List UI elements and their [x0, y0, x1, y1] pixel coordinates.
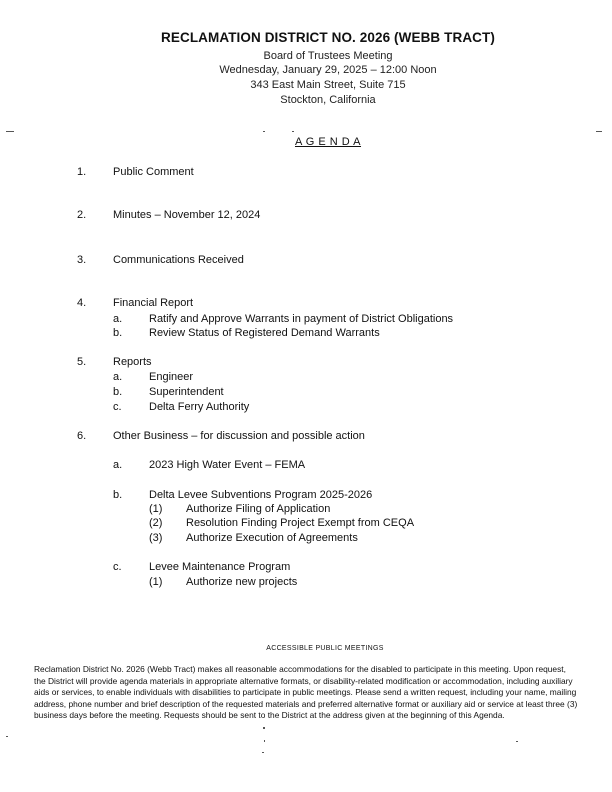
subitem-letter: b. — [113, 386, 123, 398]
subitem-review-warrants: Review Status of Registered Demand Warrants — [149, 327, 380, 339]
point-number: (1) — [149, 576, 163, 588]
subitem-letter: c. — [113, 561, 122, 573]
scan-speck — [596, 131, 602, 132]
subitem-superintendent: Superintendent — [149, 386, 224, 398]
point-number: (1) — [149, 503, 163, 515]
agenda-heading: A G E N D A — [294, 136, 362, 148]
scan-speck — [263, 131, 265, 132]
scan-speck — [6, 131, 14, 132]
subitem-engineer: Engineer — [149, 371, 194, 383]
subitem-delta-ferry: Delta Ferry Authority — [149, 401, 250, 413]
item-financial-report: Financial Report — [113, 297, 194, 309]
notice-line: business days before the meeting. Requests should be sent to the District at the address given at the beginning of this Agenda. — [34, 710, 505, 720]
item-communications: Communications Received — [113, 254, 244, 266]
item-reports: Reports — [113, 356, 152, 368]
subitem-high-water-event: 2023 High Water Event – FEMA — [149, 459, 306, 471]
scan-speck — [263, 727, 265, 729]
item-number: 4. — [77, 297, 87, 309]
meeting-date: Wednesday, January 29, 2025 – 12:00 Noon — [219, 64, 437, 76]
notice-line: Reclamation District No. 2026 (Webb Tract) makes all reasonable accommodations for the disabled to participate in this meeting. Upon request, — [34, 664, 566, 674]
scan-speck — [6, 736, 8, 737]
point-execution-agreements: Authorize Execution of Agreements — [186, 532, 358, 544]
meeting-name: Board of Trustees Meeting — [263, 50, 393, 62]
accessibility-notice — [34, 664, 600, 722]
meeting-address: 343 East Main Street, Suite 715 — [250, 79, 406, 91]
notice-line: address, phone number and brief description of the requested materials and preferred alternative format or auxiliary aid or service at least three (3) — [34, 698, 578, 709]
item-number: 1. — [77, 166, 87, 178]
point-filing-application: Authorize Filing of Application — [186, 503, 331, 515]
subitem-ratify-warrants: Ratify and Approve Warrants in payment of District Obligations — [149, 313, 454, 325]
point-number: (2) — [149, 517, 163, 529]
item-number: 2. — [77, 209, 87, 221]
item-other-business: Other Business – for discussion and possible action — [113, 430, 365, 442]
subitem-letter: a. — [113, 459, 123, 471]
scan-speck — [264, 740, 265, 742]
point-new-projects: Authorize new projects — [186, 576, 298, 588]
accessible-meetings-heading: ACCESSIBLE PUBLIC MEETINGS — [266, 645, 384, 652]
subitem-letter: a. — [113, 371, 123, 383]
scan-speck — [292, 131, 294, 132]
item-public-comment: Public Comment — [113, 166, 194, 178]
subitem-levee-maintenance: Levee Maintenance Program — [149, 561, 291, 573]
meeting-city: Stockton, California — [280, 94, 376, 106]
item-number: 3. — [77, 254, 87, 266]
notice-line: the District will provide agenda materials in appropriate alternative formats, or disability-related modification or accommodation, including auxiliary — [34, 675, 573, 686]
point-ceqa-resolution: Resolution Finding Project Exempt from CEQA — [186, 517, 415, 529]
scan-speck — [516, 741, 518, 742]
subitem-letter: b. — [113, 489, 123, 501]
item-number: 5. — [77, 356, 87, 368]
item-minutes: Minutes – November 12, 2024 — [113, 209, 261, 221]
item-number: 6. — [77, 430, 87, 442]
point-number: (3) — [149, 532, 163, 544]
subitem-letter: b. — [113, 327, 123, 339]
notice-line: aids or services, to enable individuals with disabilities to participate in public meetings. Please send a written request, including your name, mailing — [34, 687, 577, 697]
scan-speck — [262, 752, 264, 753]
subitem-letter: a. — [113, 313, 123, 325]
subitem-levee-subventions: Delta Levee Subventions Program 2025-2026 — [149, 489, 373, 501]
subitem-letter: c. — [113, 401, 122, 413]
district-title: RECLAMATION DISTRICT NO. 2026 (WEBB TRACT) — [161, 30, 495, 45]
